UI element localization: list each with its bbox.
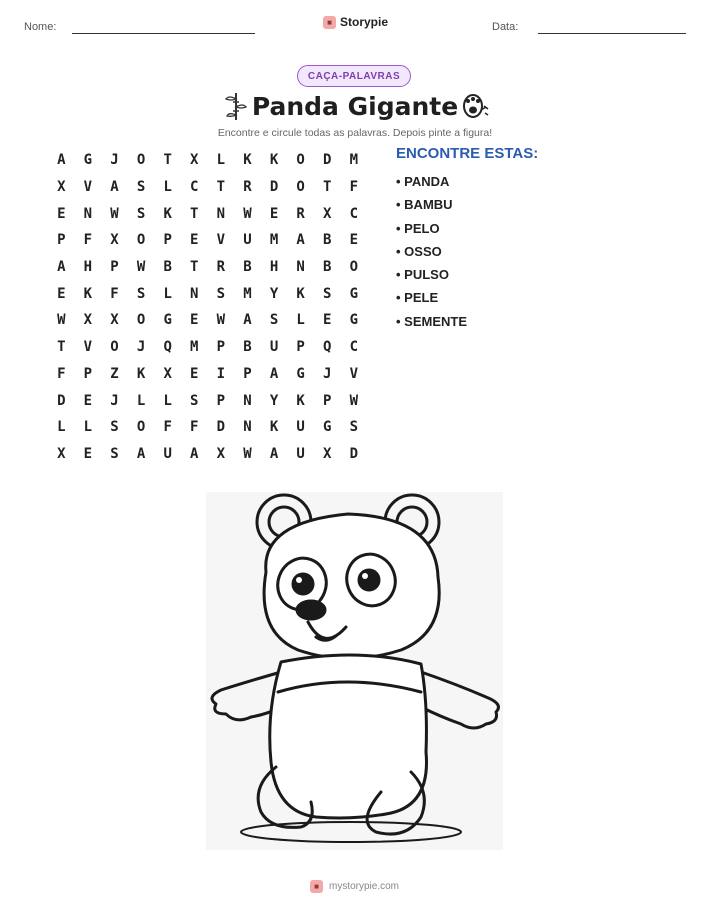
grid-cell[interactable]: U — [243, 232, 252, 249]
grid-cell[interactable]: X — [190, 152, 199, 169]
grid-cell[interactable]: F — [110, 285, 119, 302]
grid-cell[interactable]: E — [190, 365, 199, 382]
grid-cell[interactable]: B — [243, 339, 252, 356]
grid-cell[interactable]: U — [296, 445, 305, 462]
grid-cell[interactable]: A — [110, 179, 119, 196]
grid-cell[interactable]: Q — [163, 339, 172, 356]
grid-cell[interactable]: P — [216, 339, 226, 356]
grid-cell[interactable]: M — [349, 152, 359, 169]
grid-cell[interactable]: W — [110, 205, 119, 222]
grid-cell[interactable]: B — [163, 259, 172, 276]
grid-cell[interactable]: S — [136, 205, 146, 222]
grid-cell[interactable]: P — [110, 259, 119, 276]
storypie-logo-icon: ■ — [323, 16, 336, 29]
grid-cell[interactable]: Y — [269, 285, 279, 302]
grid-cell[interactable]: D — [57, 392, 66, 409]
grid-cell[interactable]: F — [163, 419, 172, 436]
grid-cell[interactable]: G — [296, 365, 305, 382]
grid-cell[interactable]: F — [83, 232, 93, 249]
grid-cell[interactable]: S — [323, 285, 332, 302]
grid-cell[interactable]: W — [136, 259, 146, 276]
name-label: Nome: — [24, 21, 57, 33]
grid-cell[interactable]: E — [269, 205, 279, 222]
grid-cell[interactable]: L — [163, 179, 172, 196]
grid-cell[interactable]: G — [163, 312, 172, 329]
grid-cell[interactable]: O — [296, 179, 305, 196]
grid-cell[interactable]: O — [136, 232, 146, 249]
grid-cell[interactable]: N — [216, 205, 226, 222]
grid-cell[interactable]: A — [269, 365, 279, 382]
word-list-title: ENCONTRE ESTAS: — [396, 145, 539, 162]
grid-cell[interactable]: K — [163, 205, 172, 222]
grid-cell[interactable]: K — [243, 152, 252, 169]
activity-badge: CAÇA-PALAVRAS — [297, 65, 411, 87]
grid-cell[interactable]: X — [323, 205, 332, 222]
footer-url[interactable]: mystorypie.com — [328, 881, 399, 892]
grid-cell[interactable]: H — [83, 259, 93, 276]
grid-cell[interactable]: P — [216, 392, 226, 409]
grid-cell[interactable]: F — [57, 365, 66, 382]
grid-cell[interactable]: H — [269, 259, 279, 276]
grid-cell[interactable]: X — [83, 312, 93, 329]
word-list-item: • PULSO — [396, 263, 467, 286]
grid-cell[interactable]: U — [163, 445, 172, 462]
grid-cell[interactable]: A — [243, 312, 252, 329]
grid-cell[interactable]: E — [190, 232, 199, 249]
grid-cell[interactable]: S — [349, 419, 359, 436]
grid-cell[interactable]: G — [83, 152, 93, 169]
grid-cell[interactable]: T — [216, 179, 226, 196]
date-label: Data: — [492, 21, 519, 33]
grid-cell[interactable]: O — [110, 339, 119, 356]
word-list-item: • PELE — [396, 286, 467, 309]
panda-paw-icon — [460, 89, 490, 121]
grid-cell[interactable]: G — [323, 419, 332, 436]
grid-cell[interactable]: X — [110, 232, 119, 249]
grid-cell[interactable]: P — [163, 232, 172, 249]
grid-cell[interactable]: R — [296, 205, 305, 222]
grid-cell[interactable]: V — [216, 232, 226, 249]
grid-cell[interactable]: T — [163, 152, 172, 169]
grid-cell[interactable]: W — [57, 312, 66, 329]
grid-cell[interactable]: M — [243, 285, 252, 302]
grid-cell[interactable]: J — [110, 392, 119, 409]
grid-cell[interactable]: O — [136, 419, 146, 436]
grid-cell[interactable]: P — [296, 339, 305, 356]
grid-cell[interactable]: G — [349, 285, 359, 302]
grid-cell[interactable]: V — [83, 339, 93, 356]
grid-cell[interactable]: T — [323, 179, 332, 196]
word-list — [396, 170, 467, 333]
grid-cell[interactable]: E — [323, 312, 332, 329]
grid-cell[interactable]: J — [323, 365, 332, 382]
grid-cell[interactable]: E — [190, 312, 199, 329]
word-list-item: • OSSO — [396, 240, 467, 263]
grid-cell[interactable]: V — [83, 179, 93, 196]
grid-cell[interactable]: M — [269, 232, 279, 249]
grid-cell[interactable]: X — [216, 445, 226, 462]
grid-cell[interactable]: A — [296, 232, 305, 249]
grid-cell[interactable]: X — [110, 312, 119, 329]
grid-cell[interactable]: Y — [269, 392, 279, 409]
grid-cell[interactable]: W — [243, 205, 252, 222]
grid-cell[interactable]: E — [83, 445, 93, 462]
grid-cell[interactable]: Z — [110, 365, 119, 382]
grid-cell[interactable]: S — [190, 392, 199, 409]
grid-cell[interactable]: A — [57, 152, 66, 169]
grid-cell[interactable]: F — [190, 419, 199, 436]
grid-cell[interactable]: X — [323, 445, 332, 462]
grid-cell[interactable]: T — [190, 259, 199, 276]
grid-cell[interactable]: S — [136, 285, 146, 302]
grid-cell[interactable]: W — [243, 445, 252, 462]
grid-cell[interactable]: P — [83, 365, 93, 382]
grid-cell[interactable]: D — [349, 445, 359, 462]
brand-logo — [323, 15, 388, 29]
grid-cell[interactable]: R — [243, 179, 252, 196]
name-line[interactable] — [72, 33, 255, 34]
grid-cell[interactable]: E — [83, 392, 93, 409]
grid-cell[interactable]: J — [136, 339, 146, 356]
grid-cell[interactable]: C — [190, 179, 199, 196]
word-list-item: • SEMENTE — [396, 310, 467, 333]
word-list-item: • PELO — [396, 217, 467, 240]
grid-cell[interactable]: P — [243, 365, 252, 382]
grid-cell[interactable]: V — [349, 365, 359, 382]
grid-cell[interactable]: L — [163, 285, 172, 302]
grid-cell[interactable]: F — [349, 179, 359, 196]
grid-cell[interactable]: T — [190, 205, 199, 222]
grid-cell[interactable]: C — [349, 339, 359, 356]
grid-cell[interactable]: S — [110, 419, 119, 436]
grid-cell[interactable]: L — [163, 392, 172, 409]
grid-cell[interactable]: D — [216, 419, 226, 436]
grid-cell[interactable]: A — [57, 259, 66, 276]
grid-cell[interactable]: P — [323, 392, 332, 409]
grid-cell[interactable]: X — [163, 365, 172, 382]
instructions: Encontre e circule todas as palavras. Depois pinte a figura! — [217, 127, 493, 139]
grid-cell[interactable]: S — [136, 179, 146, 196]
word-list-item: • PANDA — [396, 170, 467, 193]
grid-cell[interactable]: Q — [323, 339, 332, 356]
grid-cell[interactable]: L — [296, 312, 305, 329]
grid-cell[interactable]: B — [243, 259, 252, 276]
grid-cell[interactable]: B — [323, 232, 332, 249]
footer — [0, 880, 709, 893]
grid-cell[interactable]: O — [136, 152, 146, 169]
grid-cell[interactable]: L — [83, 419, 93, 436]
grid-cell[interactable]: B — [323, 259, 332, 276]
grid-cell[interactable]: T — [57, 339, 66, 356]
grid-cell[interactable]: X — [57, 445, 66, 462]
grid-cell[interactable]: A — [190, 445, 199, 462]
grid-cell[interactable]: N — [243, 392, 252, 409]
grid-cell[interactable]: E — [349, 232, 359, 249]
grid-cell[interactable]: R — [216, 259, 226, 276]
storypie-logo-icon: ■ — [310, 880, 323, 893]
grid-cell[interactable]: W — [349, 392, 359, 409]
grid-cell[interactable]: D — [269, 179, 279, 196]
grid-cell[interactable]: O — [136, 312, 146, 329]
grid-cell[interactable]: X — [57, 179, 66, 196]
grid-cell[interactable]: S — [269, 312, 279, 329]
grid-cell[interactable]: E — [57, 285, 66, 302]
grid-cell[interactable]: N — [83, 205, 93, 222]
grid-cell[interactable]: L — [136, 392, 146, 409]
word-list-item: • BAMBU — [396, 193, 467, 216]
date-line[interactable] — [538, 33, 686, 34]
grid-cell[interactable]: W — [216, 312, 226, 329]
grid-cell[interactable]: A — [269, 445, 279, 462]
grid-cell[interactable]: O — [296, 152, 305, 169]
grid-cell[interactable]: U — [296, 419, 305, 436]
grid-cell[interactable]: L — [216, 152, 226, 169]
grid-cell[interactable]: K — [269, 419, 279, 436]
grid-cell[interactable]: L — [57, 419, 66, 436]
grid-cell[interactable]: N — [296, 259, 305, 276]
grid-cell[interactable]: K — [269, 152, 279, 169]
page-title: Panda Gigante — [251, 92, 459, 121]
grid-cell[interactable]: M — [190, 339, 199, 356]
grid-cell[interactable]: S — [216, 285, 226, 302]
grid-cell[interactable]: D — [323, 152, 332, 169]
brand-name: Storypie — [340, 15, 389, 29]
grid-cell[interactable]: N — [190, 285, 199, 302]
grid-cell[interactable]: S — [110, 445, 119, 462]
grid-cell[interactable]: P — [57, 232, 66, 249]
grid-cell[interactable]: U — [269, 339, 279, 356]
grid-cell[interactable]: J — [110, 152, 119, 169]
grid-cell[interactable]: K — [83, 285, 93, 302]
grid-cell[interactable]: K — [136, 365, 146, 382]
grid-cell[interactable]: I — [216, 365, 226, 382]
grid-cell[interactable]: K — [296, 285, 305, 302]
word-search-grid[interactable] — [48, 147, 367, 467]
grid-cell[interactable]: K — [296, 392, 305, 409]
grid-cell[interactable]: N — [243, 419, 252, 436]
grid-cell[interactable]: G — [349, 312, 359, 329]
grid-cell[interactable]: C — [349, 205, 359, 222]
grid-cell[interactable]: A — [136, 445, 146, 462]
panda-coloring-image[interactable] — [206, 492, 503, 850]
grid-cell[interactable]: O — [349, 259, 359, 276]
grid-cell[interactable]: E — [57, 205, 66, 222]
